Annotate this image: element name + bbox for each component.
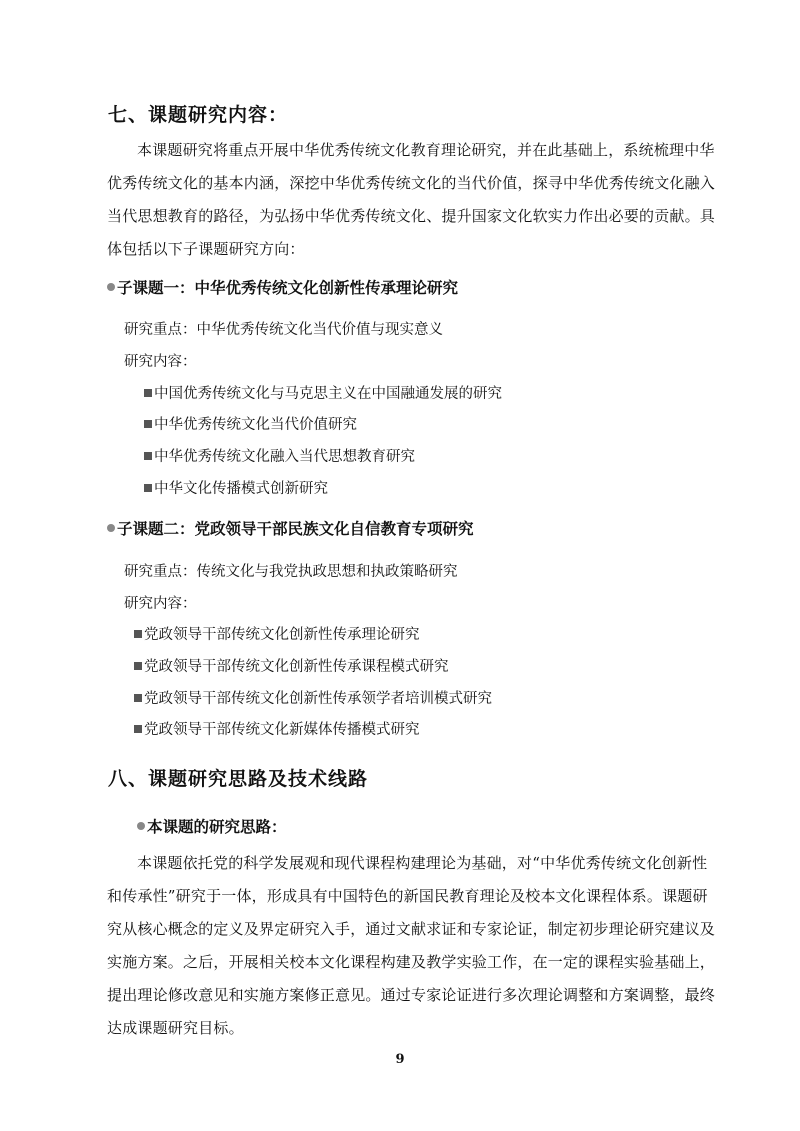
body-line-3: 究从核心概念的定义及界定研究入手，通过文献求证和专家论证，制定初步理论研究建议及 bbox=[107, 920, 716, 938]
intro-line-2: 优秀传统文化的基本内涵，深挖中华优秀传统文化的当代价值，探寻中华优秀传统文化融入 bbox=[107, 174, 716, 192]
subtopic-1-title: 子课题一：中华优秀传统文化创新性传承理论研究 bbox=[117, 278, 459, 297]
section-8-body bbox=[107, 847, 716, 1045]
square-bullet-icon bbox=[134, 725, 142, 733]
page-number: 9 bbox=[395, 1052, 405, 1067]
body-line-4: 实施方案。之后，开展相关校本文化课程构建及教学实验工作，在一定的课程实验基础上， bbox=[107, 953, 716, 971]
square-bullet-icon bbox=[134, 662, 142, 670]
subtopic-2-title: 子课题二：党政领导干部民族文化自信教育专项研究 bbox=[117, 519, 474, 538]
subtopic-1-focus: 研究重点：中华优秀传统文化当代价值与现实意义 bbox=[124, 322, 443, 338]
list-item: 中华优秀传统文化当代价值研究 bbox=[144, 413, 357, 434]
intro-line-3: 当代思想教育的路径，为弘扬中华优秀传统文化、提升国家文化软实力作出必要的贡献。具 bbox=[107, 207, 716, 225]
square-bullet-icon bbox=[134, 630, 142, 638]
intro-line-4: 体包括以下子课题研究方向： bbox=[107, 240, 305, 258]
body-line-1: 本课题依托党的科学发展观和现代课程构建理论为基础，对“中华优秀传统文化创新性 bbox=[137, 854, 708, 872]
list-item: 党政领导干部传统文化新媒体传播模式研究 bbox=[134, 718, 420, 739]
square-bullet-icon bbox=[144, 452, 152, 460]
subtopic-2-content-label: 研究内容： bbox=[124, 596, 197, 612]
body-line-5: 提出理论修改意见和实施方案修正意见。通过专家论证进行多次理论调整和方案调整，最终 bbox=[107, 986, 716, 1004]
list-item: 党政领导干部传统文化创新性传承课程模式研究 bbox=[134, 655, 449, 676]
section-8-subtitle: 本课题的研究思路： bbox=[147, 817, 287, 836]
body-line-6: 达成课题研究目标。 bbox=[107, 1019, 244, 1037]
section-7-intro bbox=[107, 134, 716, 266]
section-8-subheading bbox=[137, 815, 287, 837]
list-item: 党政领导干部传统文化创新性传承领学者培训模式研究 bbox=[134, 687, 492, 708]
bullet-dot-icon bbox=[107, 283, 115, 291]
square-bullet-icon bbox=[144, 389, 152, 397]
list-item: 中华优秀传统文化融入当代思想教育研究 bbox=[144, 445, 415, 466]
bullet-dot-icon bbox=[137, 822, 145, 830]
square-bullet-icon bbox=[144, 420, 152, 428]
subtopic-1-heading bbox=[107, 276, 458, 298]
list-item: 中国优秀传统文化与马克思主义在中国融通发展的研究 bbox=[144, 382, 502, 403]
square-bullet-icon bbox=[134, 694, 142, 702]
body-line-2: 和传承性”研究于一体，形成具有中国特色的新国民教育理论及校本文化课程体系。课题研 bbox=[107, 887, 708, 905]
bullet-dot-icon bbox=[107, 524, 115, 532]
subtopic-1-content-label: 研究内容： bbox=[124, 354, 197, 370]
list-item: 中华文化传播模式创新研究 bbox=[144, 477, 328, 498]
subtopic-2-focus: 研究重点：传统文化与我党执政思想和执政策略研究 bbox=[124, 564, 458, 580]
list-item: 党政领导干部传统文化创新性传承理论研究 bbox=[134, 623, 420, 644]
square-bullet-icon bbox=[144, 484, 152, 492]
section-8-heading: 八、课题研究思路及技术线路 bbox=[108, 768, 369, 790]
subtopic-2-heading bbox=[107, 517, 474, 539]
section-7-heading: 七、课题研究内容： bbox=[108, 104, 289, 126]
intro-line-1: 本课题研究将重点开展中华优秀传统文化教育理论研究，并在此基础上，系统梳理中华 bbox=[137, 141, 715, 159]
